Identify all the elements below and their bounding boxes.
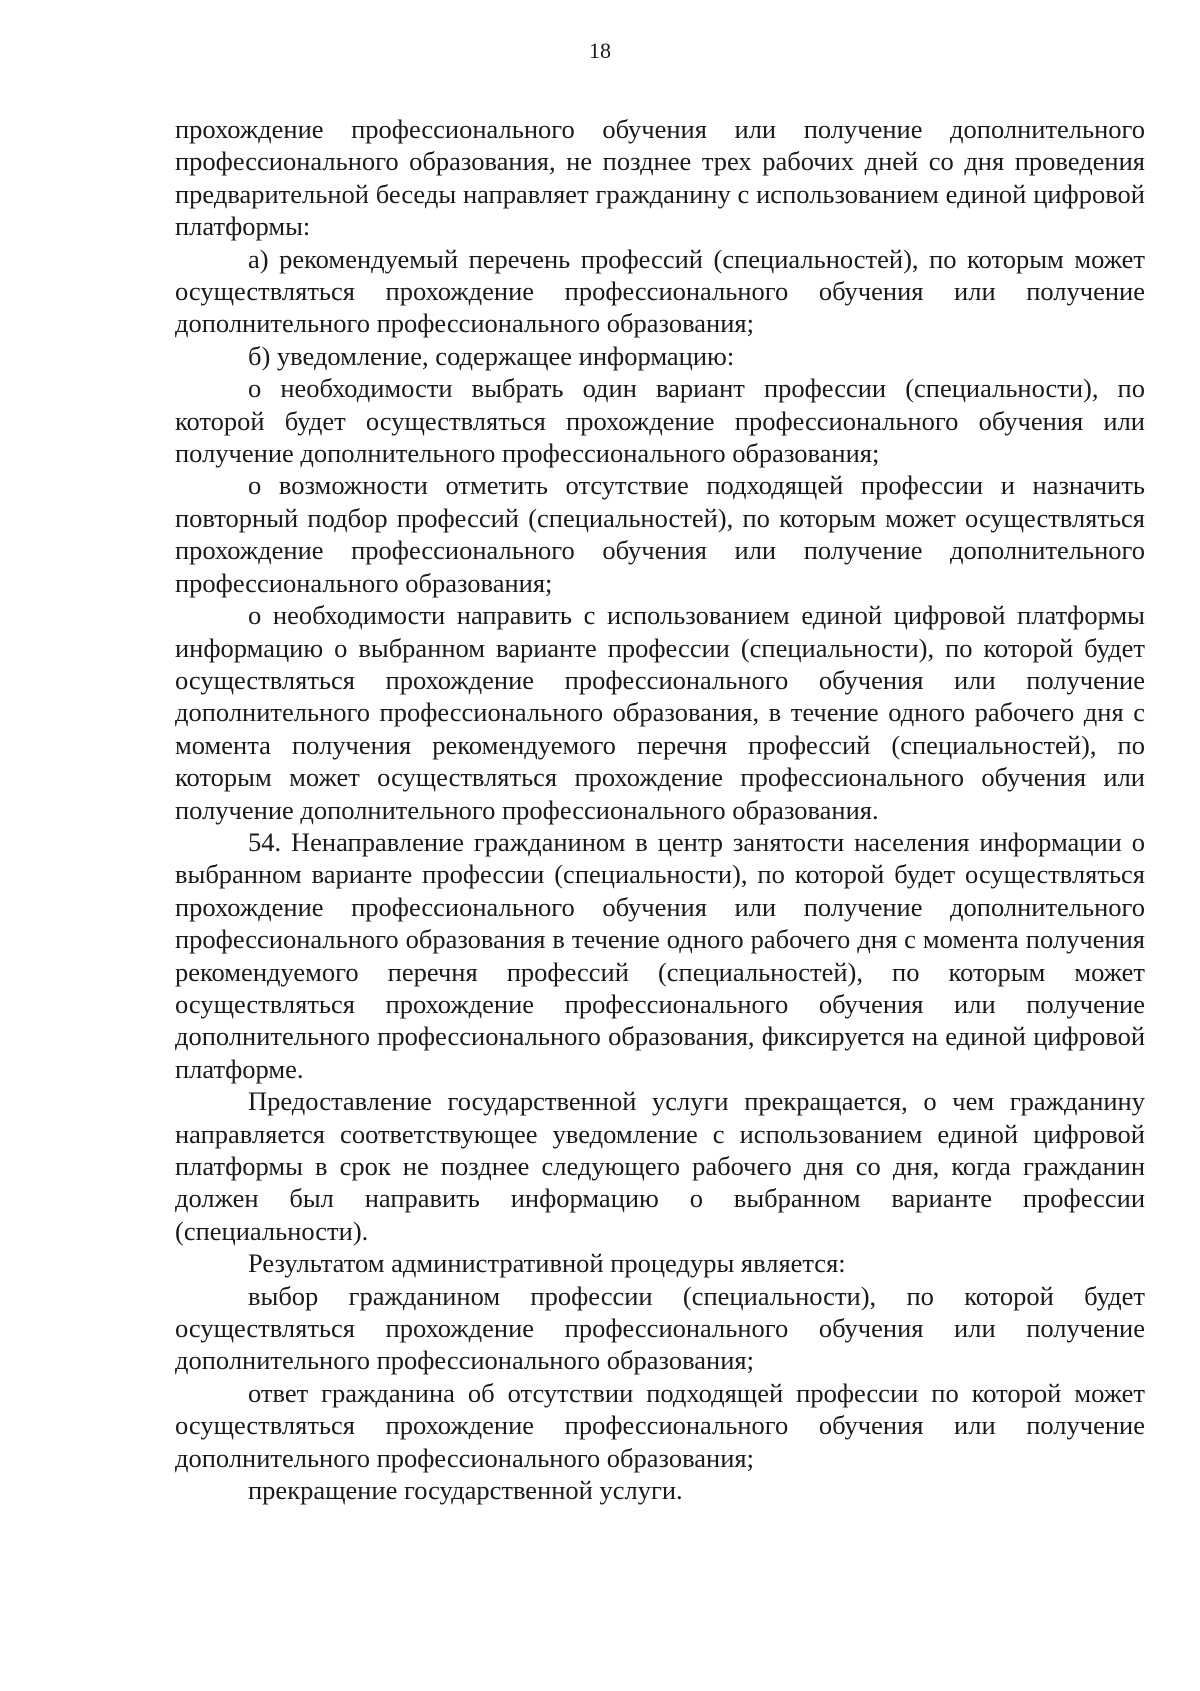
paragraph-continuation: прохождение профессионального обучения или получение дополнительного профессионального образования, не позднее трех рабочих дней со дня проведения предварительной беседы направляет гражданину с использованием единой цифровой платформы: [175, 114, 1145, 242]
paragraph-send-information: о необходимости направить с использованием единой цифровой платформы информацию о выбранном варианте профессии (специальности), по которой будет осуществляться прохождение профессионального обучения или получение дополнительного профессионального образования, в течение одного рабочего дня с момента получения рекомендуемого перечня профессий (специальностей), по которым может осуществляться прохождение профессионального обучения или получение дополнительного профессионального образования. [175, 600, 1145, 825]
paragraph-item-a: а) рекомендуемый перечень профессий (специальностей), по которым может осуществляться прохождение профессионального обучения или получение дополнительного профессионального образования; [175, 243, 1145, 339]
paragraph-result-no-profession: ответ гражданина об отсутствии подходящей профессии по которой может осуществляться прохождение профессионального обучения или получение дополнительного профессионального образования; [175, 1377, 1145, 1473]
page-number: 18 [589, 38, 611, 63]
paragraph-result-heading: Результатом административной процедуры является: [248, 1248, 846, 1279]
document-body [175, 113, 1145, 1506]
paragraph-result-termination: прекращение государственной услуги. [248, 1475, 683, 1506]
paragraph-service-termination: Предоставление государственной услуги прекращается, о чем гражданину направляется соответствующее уведомление с использованием единой цифровой платформы в срок не позднее следующего рабочего дня со дня, когда гражданин должен был направить информацию о выбранном варианте профессии (специальности). [175, 1086, 1145, 1246]
paragraph-no-suitable-profession: о возможности отметить отсутствие подходящей профессии и назначить повторный подбор профессий (специальностей), по которым может осуществляться прохождение профессионального обучения или получение дополнительного профессионального образования; [175, 470, 1145, 598]
paragraph-clause-54: 54. Ненаправление гражданином в центр занятости населения информации о выбранном варианте профессии (специальности), по которой будет осуществляться прохождение профессионального обучения или получение дополнительного профессионального образования в течение одного рабочего дня с момента получения рекомендуемого перечня профессий (специальностей), по которым может осуществляться прохождение профессионального обучения или получение дополнительного профессионального образования, фиксируется на единой цифровой платформе. [175, 826, 1145, 1084]
paragraph-result-choice: выбор гражданином профессии (специальности), по которой будет осуществляться прохождение профессионального обучения или получение дополнительного профессионального образования; [175, 1280, 1145, 1376]
paragraph-choose-profession: о необходимости выбрать один вариант профессии (специальности), по которой будет осуществляться прохождение профессионального обучения или получение дополнительного профессионального образования; [175, 373, 1145, 469]
paragraph-item-b: б) уведомление, содержащее информацию: [248, 340, 735, 371]
